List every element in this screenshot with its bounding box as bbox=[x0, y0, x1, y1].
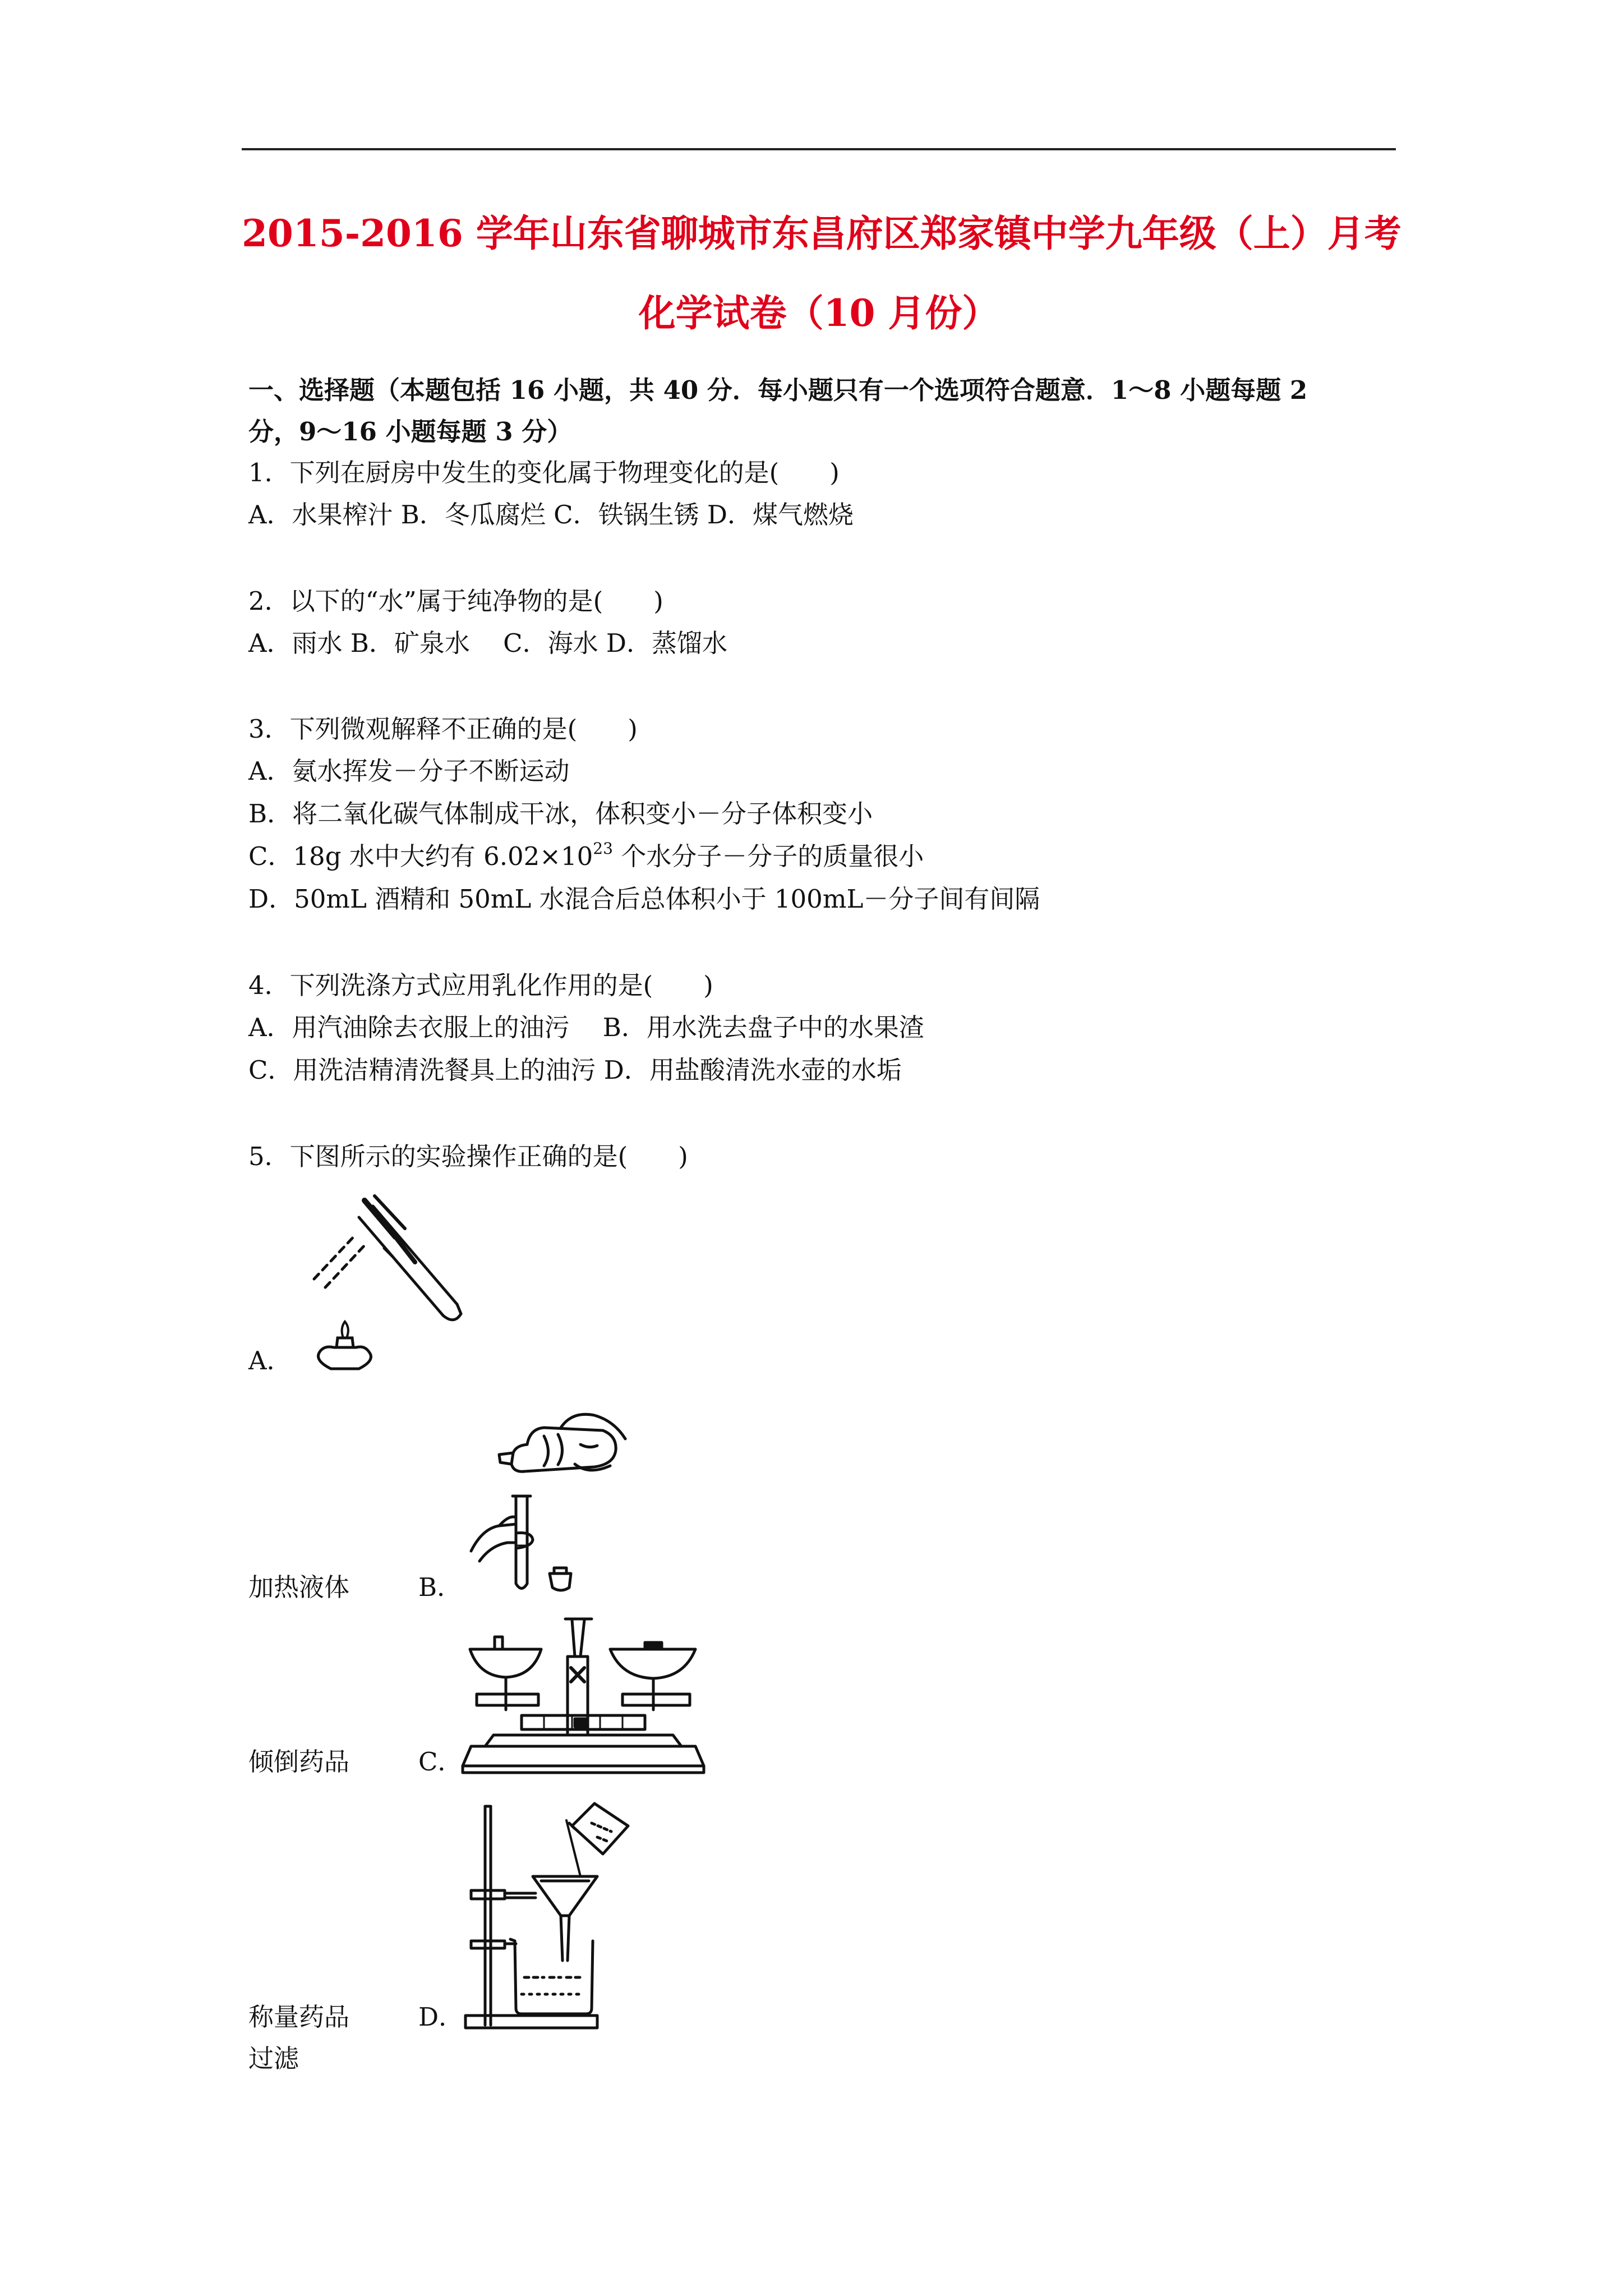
pouring-reagent-figure bbox=[460, 1405, 634, 1602]
figure-c-caption: 称量药品 bbox=[248, 2002, 350, 2032]
figure-c-label: C． bbox=[418, 1747, 463, 1777]
header-rule bbox=[242, 148, 1396, 150]
section-heading-line-2: 分，9～16 小题每题 3 分） bbox=[248, 417, 573, 447]
option-c-text-before: C．18g 水中大约有 6.02×10 bbox=[248, 841, 593, 871]
question-3-option-b: B．将二氧化碳气体制成干冰，体积变小－分子体积变小 bbox=[248, 799, 873, 829]
figure-a-label: A． bbox=[248, 1346, 292, 1375]
option-c-exponent: 23 bbox=[593, 839, 613, 858]
figure-a-caption: 加热液体 bbox=[248, 1572, 350, 1602]
question-3-stem: 3．下列微观解释不正确的是( ) bbox=[248, 714, 638, 744]
exam-title-line-1: 2015-2016 学年山东省聊城市东昌府区郑家镇中学九年级（上）月考 bbox=[242, 211, 1401, 255]
question-3-option-a: A．氨水挥发－分子不断运动 bbox=[248, 756, 570, 786]
heating-liquid-figure bbox=[303, 1195, 471, 1380]
question-1-stem: 1．下列在厨房中发生的变化属于物理变化的是( ) bbox=[248, 458, 840, 487]
exam-title-line-2: 化学试卷（10 月份） bbox=[638, 291, 999, 335]
question-1-options: A．水果榨汁 B．冬瓜腐烂 C．铁锅生锈 D．煤气燃烧 bbox=[248, 500, 854, 530]
question-3-option-d: D．50mL 酒精和 50mL 水混合后总体积小于 100mL－分子间有间隔 bbox=[248, 884, 1040, 914]
question-5-stem: 5．下图所示的实验操作正确的是( ) bbox=[248, 1142, 688, 1171]
section-heading-line-1: 一、选择题（本题包括 16 小题，共 40 分．每小题只有一个选项符合题意．1～8 小题每题 2 bbox=[248, 375, 1308, 405]
figure-d-label: D． bbox=[418, 2002, 464, 2032]
question-4-options-ab: A．用汽油除去衣服上的油污 B．用水洗去盘子中的水果渣 bbox=[248, 1013, 924, 1042]
balance-weighing-figure bbox=[460, 1614, 707, 1777]
figure-d-caption: 过滤 bbox=[248, 2044, 299, 2073]
figure-b-caption: 倾倒药品 bbox=[248, 1747, 350, 1777]
question-4-options-cd: C．用洗洁精清洗餐具上的油污 D．用盐酸清洗水壶的水垢 bbox=[248, 1055, 902, 1085]
question-2-options: A．雨水 B．矿泉水 C．海水 D．蒸馏水 bbox=[248, 628, 727, 658]
question-2-stem: 2．以下的“水”属于纯净物的是( ) bbox=[248, 586, 663, 616]
figure-b-label: B． bbox=[418, 1572, 463, 1602]
question-3-option-c bbox=[248, 841, 924, 872]
question-4-stem: 4．下列洗涤方式应用乳化作用的是( ) bbox=[248, 970, 713, 1000]
option-c-text-after: 个水分子－分子的质量很小 bbox=[612, 841, 924, 871]
filtration-figure bbox=[460, 1792, 628, 2039]
